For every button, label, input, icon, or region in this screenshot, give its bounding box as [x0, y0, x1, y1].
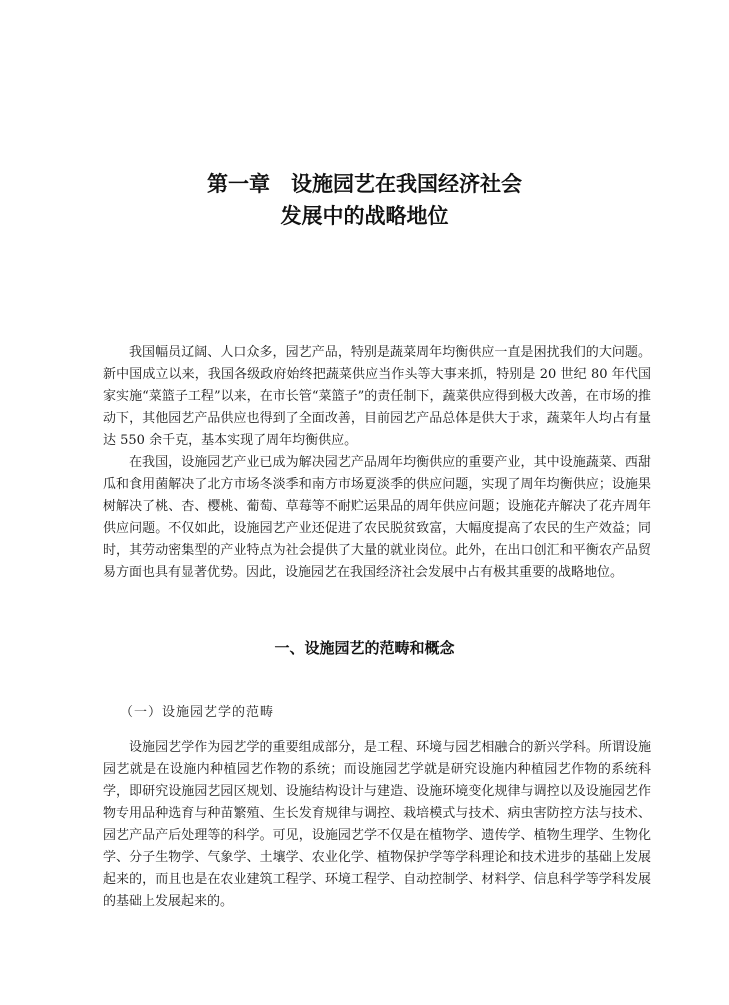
- intro-paragraph-1: 我国幅员辽阔、人口众多，园艺产品，特别是蔬菜周年均衡供应一直是困扰我们的大问题。新中国成立以来，我国各级政府始终把蔬菜供应当作头等大事来抓，特别是 20 世纪 80 年代国家实施“菜篮子工程”以来，在市长管“菜篮子”的责任制下，蔬菜供应得到极大改善，在市场的推动下，其他园艺产品供应也得到了全面改善，目前园艺产品总体是供大于求，蔬菜年人均占有量达 550 余千克，基本实现了周年均衡供应。: [103, 345, 651, 448]
- chapter-title-line-1: 第一章 设施园艺在我国经济社会: [207, 171, 522, 196]
- chapter-title: [0, 168, 729, 232]
- chapter-title-line-2: 发展中的战略地位: [280, 203, 449, 228]
- intro-paragraph-2: 在我国，设施园艺产业已成为解决园艺产品周年均衡供应的重要产业，其中设施蔬菜、西甜瓜和食用菌解决了北方市场冬淡季和南方市场夏淡季的供应问题，实现了周年均衡供应；设施果树解决了桃、杏、樱桃、葡萄、草莓等不耐贮运果品的周年供应问题；设施花卉解决了花卉周年供应问题。不仅如此，设施园艺产业还促进了农民脱贫致富，大幅度提高了农民的生产效益；同时，其劳动密集型的产业特点为社会提供了大量的就业岗位。此外，在出口创汇和平衡农产品贸易方面也具有显著优势。因此，设施园艺在我国经济社会发展中占有极其重要的战略地位。: [103, 455, 651, 580]
- section-paragraph-1: 设施园艺学作为园艺学的重要组成部分，是工程、环境与园艺相融合的新兴学科。所谓设施园艺就是在设施内种植园艺作物的系统；而设施园艺学就是研究设施内种植园艺作物的系统科学，即研究设施园艺园区规划、设施结构设计与建造、设施环境变化规律与调控以及设施园艺作物专用品种选育与种苗繁殖、生长发育规律与调控、栽培模式与技术、病虫害防控方法与技术、园艺产品产后处理等的科学。可见，设施园艺学不仅是在植物学、遗传学、植物生理学、生物化学、分子生物学、气象学、土壤学、农业化学、植物保护学等学科理论和技术进步的基础上发展起来的，而且也是在农业建筑工程学、环境工程学、自动控制学、材料学、信息科学等学科发展的基础上发展起来的。: [103, 740, 651, 909]
- section-text: [103, 737, 651, 913]
- subsection-heading: （一）设施园艺学的范畴: [120, 705, 275, 720]
- section-heading: 一、设施园艺的范畴和概念: [274, 639, 455, 657]
- intro-text: [103, 342, 651, 584]
